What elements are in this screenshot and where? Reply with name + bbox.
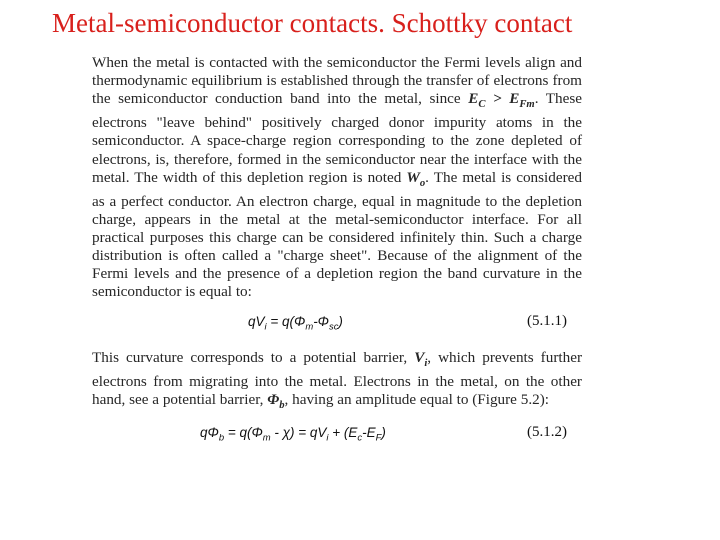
paragraph-2-text-a: This curvature corresponds to a potential barrier, xyxy=(92,349,408,366)
equation-number-5-1-1: (5.1.1) xyxy=(527,313,567,329)
symbol-gt: > xyxy=(485,90,510,108)
symbol-wo: $W_o$ xyxy=(406,168,426,189)
paragraph-1-text-b: . These electrons "leave behind" positively charged donor impurity atoms in the semiconductor. A space-charge region corresponding to the zone depleted of electrons, is, therefore, formed in the semiconductor near the interface with the metal. The width of this depletion region is noted xyxy=(92,90,583,186)
symbol-ec: $E_C$ xyxy=(468,90,486,111)
symbol-vi: $V_i$ xyxy=(414,349,428,370)
paragraph-2-text-c: , having an amplitude equal to (Figure 5.2): xyxy=(284,391,549,409)
equation-5-1-1: $qV_i = q(\Phi_m-\Phi_{sc})$ xyxy=(248,314,343,333)
equation-5-1-2: $q\Phi_b = q(\Phi_m - \chi) = qV_i + (E_c-E_F)$ xyxy=(200,425,386,444)
symbol-phib: $\Phi_b$ xyxy=(267,391,285,412)
slide-title: Metal-semiconductor contacts. Schottky contact xyxy=(52,8,573,38)
paragraph-1-text-a: When the metal is contacted with the semiconductor the Fermi levels align and thermodynamic equilibrium is established through the transfer of electrons from the semiconductor conduction band into the metal, since xyxy=(92,54,582,108)
symbol-efm: $E_{Fm}$ xyxy=(509,90,535,111)
paragraph-1-text-c: . The metal is considered as a perfect conductor. An electron charge, equal in magnitude to the depletion charge, appears in the metal at the metal-semiconductor interface. For all practical purposes this charge can be considered infinitely thin. Such a charge distribution is often called a "charge sheet". Because of the alignment of the Fermi levels and the presence of a depletion region the band curvature in the semiconductor is equal to: xyxy=(92,168,582,301)
paragraph-2 xyxy=(92,349,582,415)
equation-number-5-1-2: (5.1.2) xyxy=(527,424,567,440)
paragraph-1 xyxy=(92,54,582,301)
paragraph-2-text-b: , which prevents further electrons from migrating into the metal. Electrons in the metal, on the other hand, see a potential barrier, xyxy=(92,349,583,409)
